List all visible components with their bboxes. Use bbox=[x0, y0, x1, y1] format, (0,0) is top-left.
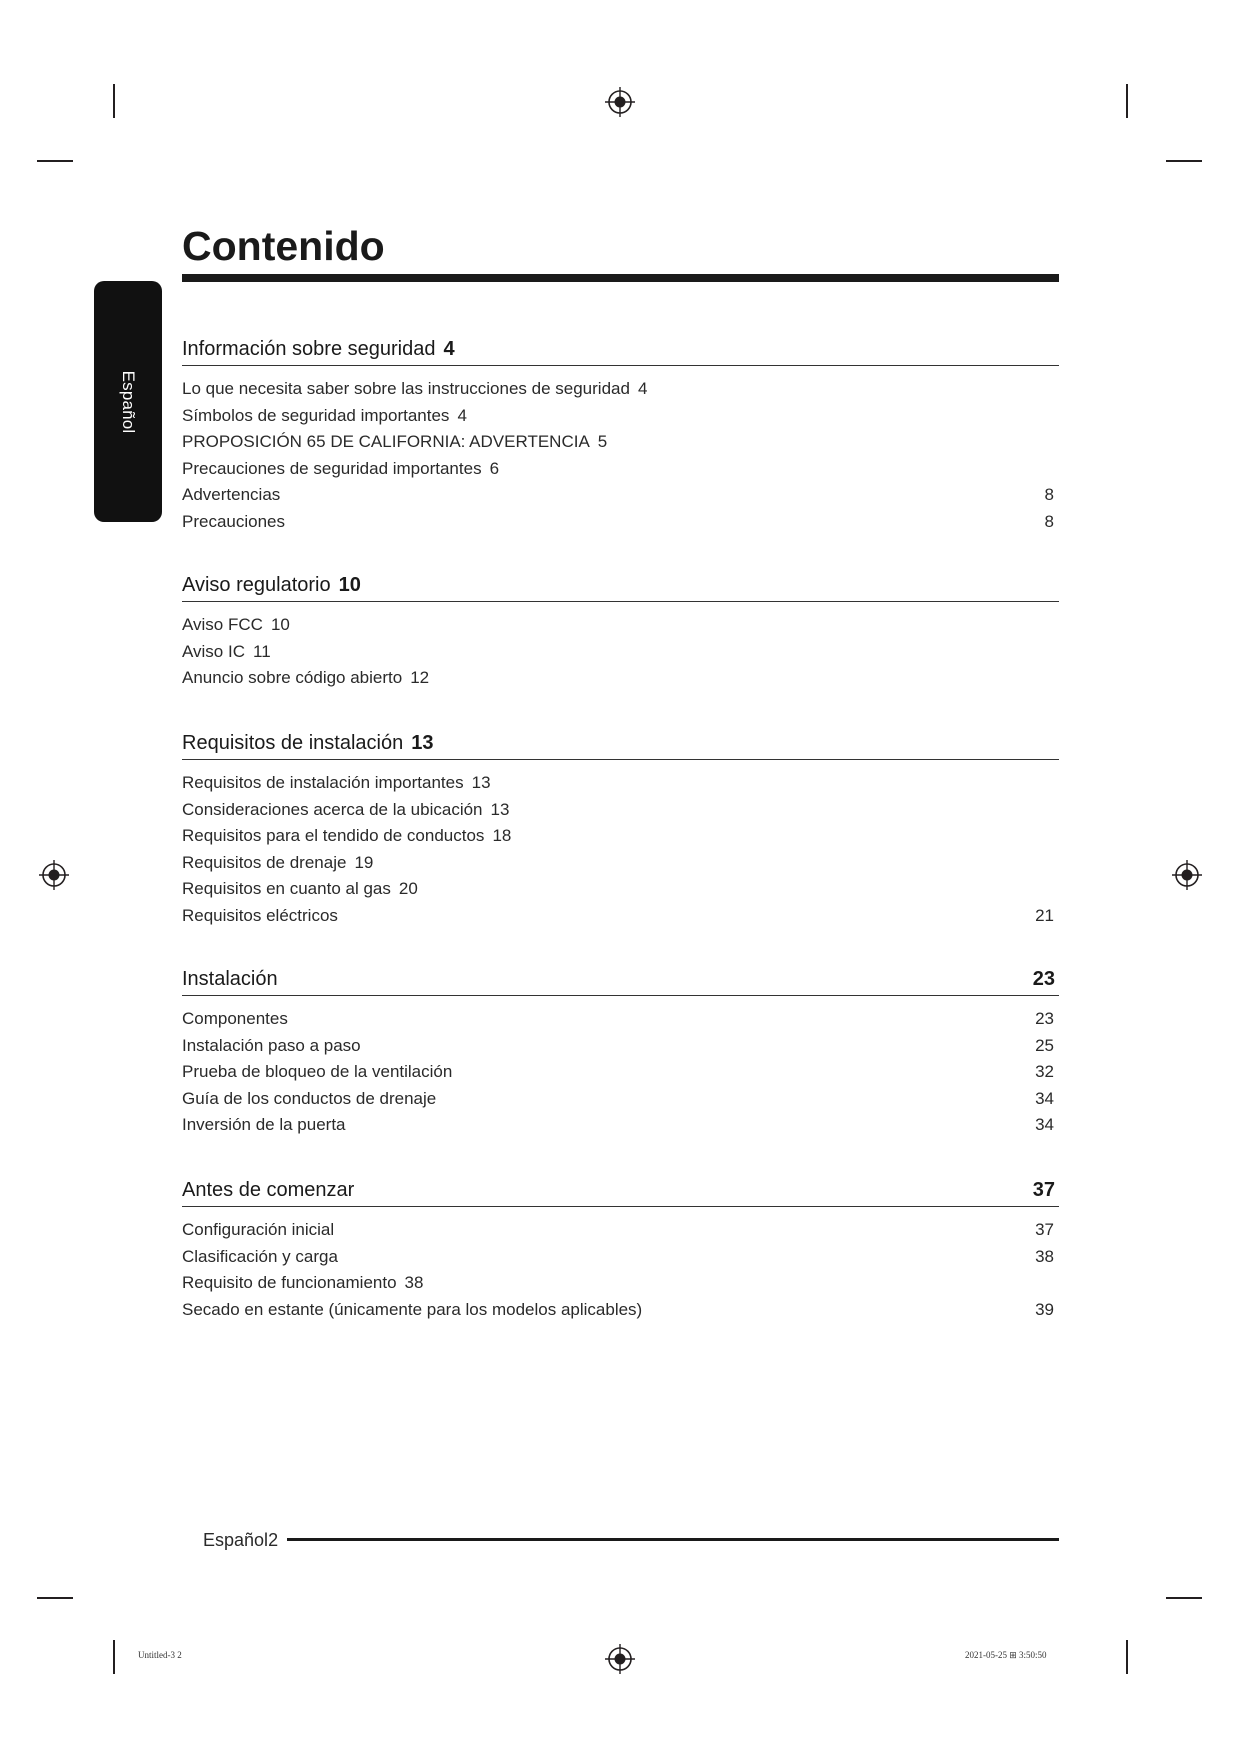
toc-entry-text: Requisitos de drenaje bbox=[182, 852, 347, 872]
toc-entry-text: Instalación paso a paso bbox=[182, 1035, 361, 1055]
toc-entry[interactable] bbox=[182, 876, 1059, 903]
toc-entry-text: Inversión de la puerta bbox=[182, 1115, 346, 1134]
toc-entry-text: Anuncio sobre código abierto bbox=[182, 668, 403, 687]
crop-mark bbox=[37, 1597, 73, 1599]
toc-entry[interactable] bbox=[182, 1059, 1059, 1086]
toc-entry[interactable] bbox=[182, 403, 1059, 430]
toc-section-page: 4 bbox=[443, 338, 455, 360]
toc-entry-page: 4 bbox=[457, 405, 467, 425]
toc-entry-page: 38 bbox=[404, 1273, 424, 1292]
registration-mark-icon bbox=[39, 860, 69, 890]
crop-mark bbox=[37, 160, 73, 162]
toc-entry-page: 25 bbox=[1035, 1035, 1054, 1055]
toc-entry[interactable] bbox=[182, 850, 1059, 877]
toc-entry-text: PROPOSICIÓN 65 DE CALIFORNIA: ADVERTENCIA bbox=[182, 432, 590, 451]
language-side-tab bbox=[94, 281, 162, 522]
toc-section-title: Aviso regulatorio bbox=[182, 574, 331, 596]
toc-entry-page: 8 bbox=[1044, 485, 1054, 504]
toc-entry-text: Prueba de bloqueo de la ventilación bbox=[182, 1062, 453, 1081]
toc-section bbox=[182, 570, 1059, 692]
toc-entry[interactable] bbox=[182, 1033, 1059, 1060]
toc-entry[interactable] bbox=[182, 639, 1059, 666]
toc-entry-page: 38 bbox=[1035, 1246, 1054, 1266]
toc-entry[interactable] bbox=[182, 770, 1059, 797]
toc-entry[interactable] bbox=[182, 1270, 1059, 1297]
toc-entry-list bbox=[182, 1006, 1059, 1139]
toc-section-title: Instalación bbox=[182, 968, 278, 990]
toc-section-heading[interactable] bbox=[182, 728, 1059, 760]
toc-entry[interactable] bbox=[182, 456, 1059, 483]
toc-entry-page: 20 bbox=[398, 879, 418, 898]
page-footer bbox=[203, 1528, 278, 1552]
toc-entry-text: Guía de los conductos de drenaje bbox=[182, 1088, 437, 1108]
toc-entry-page: 32 bbox=[1035, 1062, 1054, 1081]
toc-section-page: 13 bbox=[411, 732, 434, 754]
toc-entry-text: Consideraciones acerca de la ubicación bbox=[182, 799, 483, 819]
toc-section-heading[interactable] bbox=[182, 1175, 1059, 1207]
footer-rule bbox=[287, 1538, 1059, 1541]
page-title: Contenido bbox=[182, 223, 385, 269]
toc-entry-page: 34 bbox=[1035, 1115, 1054, 1134]
toc-entry-page: 34 bbox=[1035, 1088, 1054, 1108]
crop-mark bbox=[113, 1640, 115, 1674]
toc-entry[interactable] bbox=[182, 823, 1059, 850]
toc-entry-page: 23 bbox=[1035, 1009, 1054, 1028]
toc-entry[interactable] bbox=[182, 797, 1059, 824]
toc-entry[interactable] bbox=[182, 1217, 1059, 1244]
toc-entry-text: Símbolos de seguridad importantes bbox=[182, 405, 450, 425]
toc-entry-text: Componentes bbox=[182, 1009, 288, 1028]
toc-entry-page: 13 bbox=[490, 799, 510, 819]
toc-entry[interactable] bbox=[182, 612, 1059, 639]
toc-entry-text: Clasificación y carga bbox=[182, 1246, 338, 1266]
toc-entry-list bbox=[182, 612, 1059, 692]
toc-entry-page: 37 bbox=[1035, 1220, 1054, 1239]
registration-mark-icon bbox=[605, 1644, 635, 1674]
toc-section-title: Antes de comenzar bbox=[182, 1179, 355, 1201]
toc-entry-text: Requisitos de instalación importantes bbox=[182, 773, 464, 792]
page-number: 2 bbox=[268, 1530, 279, 1550]
crop-mark bbox=[1166, 1597, 1202, 1599]
toc-entry-page: 21 bbox=[1035, 905, 1054, 925]
print-slug-file: Untitled-3 2 bbox=[138, 1650, 182, 1660]
toc-entry-text: Precauciones de seguridad importantes bbox=[182, 458, 482, 478]
toc-section-heading[interactable] bbox=[182, 334, 1059, 366]
toc-entry[interactable] bbox=[182, 1086, 1059, 1113]
toc-entry-page: 39 bbox=[1035, 1299, 1054, 1319]
toc-section-title: Información sobre seguridad bbox=[182, 338, 436, 360]
toc-section bbox=[182, 964, 1059, 1139]
toc-section bbox=[182, 728, 1059, 929]
toc-entry-list bbox=[182, 770, 1059, 929]
toc-entry-page: 5 bbox=[597, 432, 608, 451]
toc-section-page: 23 bbox=[1032, 968, 1055, 990]
toc-section-page: 10 bbox=[338, 574, 361, 596]
registration-mark-icon bbox=[605, 87, 635, 117]
crop-mark bbox=[113, 84, 115, 118]
toc-entry-text: Precauciones bbox=[182, 511, 286, 531]
toc-section-heading[interactable] bbox=[182, 570, 1059, 602]
toc-entry-list bbox=[182, 1217, 1059, 1323]
toc-entry-page: 8 bbox=[1044, 511, 1054, 531]
toc-section-heading[interactable] bbox=[182, 964, 1059, 996]
toc-entry-text: Advertencias bbox=[182, 485, 281, 504]
toc-entry[interactable] bbox=[182, 376, 1059, 403]
title-rule bbox=[182, 274, 1059, 282]
toc-entry[interactable] bbox=[182, 482, 1059, 509]
toc-entry-text: Lo que necesita saber sobre las instrucciones de seguridad bbox=[182, 379, 630, 398]
toc-entry-page: 10 bbox=[270, 615, 290, 634]
toc-entry[interactable] bbox=[182, 1297, 1059, 1324]
toc-entry-page: 4 bbox=[637, 379, 648, 398]
toc-entry[interactable] bbox=[182, 429, 1059, 456]
registration-mark-icon bbox=[1172, 860, 1202, 890]
toc-section bbox=[182, 1175, 1059, 1323]
toc-section-page: 37 bbox=[1032, 1179, 1055, 1201]
toc-entry-page: 6 bbox=[489, 458, 500, 478]
toc-entry-page: 13 bbox=[471, 773, 491, 792]
toc-section bbox=[182, 334, 1059, 535]
toc-entry-text: Requisitos eléctricos bbox=[182, 905, 338, 925]
toc-entry[interactable] bbox=[182, 665, 1059, 692]
toc-entry-page: 19 bbox=[354, 852, 374, 872]
toc-entry-page: 18 bbox=[492, 826, 512, 845]
toc-entry-text: Requisitos en cuanto al gas bbox=[182, 879, 391, 898]
toc-entry[interactable] bbox=[182, 903, 1059, 930]
toc-entry[interactable] bbox=[182, 509, 1059, 536]
toc-entry[interactable] bbox=[182, 1112, 1059, 1139]
toc-entry-text: Aviso IC bbox=[182, 641, 245, 661]
print-slug-timestamp: 2021-05-25 ⊞ 3:50:50 bbox=[965, 1650, 1047, 1660]
toc-entry-text: Aviso FCC bbox=[182, 615, 263, 634]
crop-mark bbox=[1126, 84, 1128, 118]
crop-mark bbox=[1166, 160, 1202, 162]
crop-mark bbox=[1126, 1640, 1128, 1674]
footer-language: Español bbox=[203, 1530, 269, 1550]
toc-section-title: Requisitos de instalación bbox=[182, 732, 404, 754]
toc-entry-page: 11 bbox=[253, 641, 271, 661]
toc-entry-text: Configuración inicial bbox=[182, 1220, 335, 1239]
toc-entry[interactable] bbox=[182, 1244, 1059, 1271]
toc-entry-list bbox=[182, 376, 1059, 535]
toc-entry[interactable] bbox=[182, 1006, 1059, 1033]
language-side-tab-label: Español bbox=[119, 370, 138, 433]
toc-entry-page: 12 bbox=[410, 668, 430, 687]
toc-entry-text: Secado en estante (únicamente para los modelos aplicables) bbox=[182, 1299, 643, 1319]
toc-entry-text: Requisitos para el tendido de conductos bbox=[182, 826, 485, 845]
toc-entry-text: Requisito de funcionamiento bbox=[182, 1273, 397, 1292]
